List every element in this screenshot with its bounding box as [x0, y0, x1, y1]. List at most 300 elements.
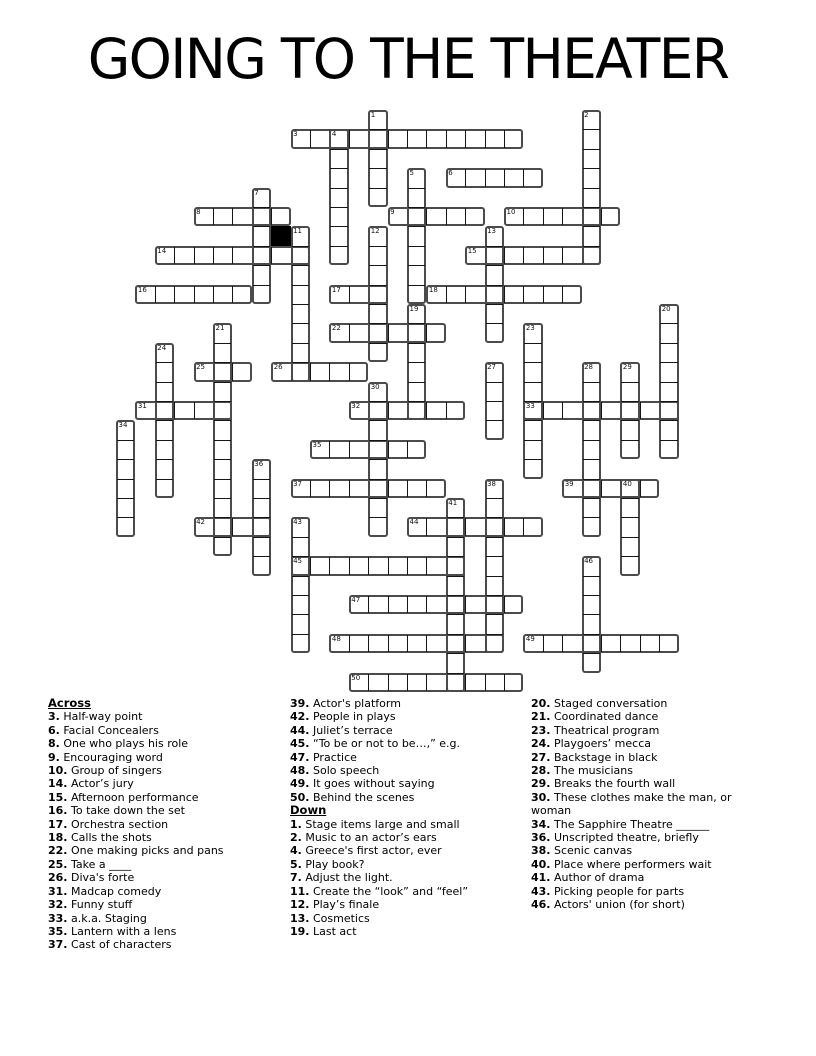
cell-number-31: 31: [137, 402, 147, 410]
cell-number-42: 42: [196, 518, 206, 527]
clue-down-46: 46. Actors' union (for short): [531, 898, 685, 912]
cell-number-19: 19: [409, 305, 419, 313]
cell-number-10: 10: [506, 208, 516, 216]
cell-separator: [117, 459, 134, 460]
crossword-word-5-down[interactable]: [407, 168, 426, 304]
crossword-word-28-down[interactable]: [582, 362, 601, 537]
cell-separator: [583, 246, 600, 247]
cell-separator: [349, 557, 350, 574]
crossword-word-11-down[interactable]: [291, 226, 310, 381]
crossword-word-3-across[interactable]: [291, 129, 524, 148]
cell-separator: [194, 247, 195, 264]
crossword-grid: [116, 110, 679, 692]
cell-separator: [213, 208, 214, 225]
cell-separator: [446, 130, 447, 147]
clue-across-25: 25. Take a ____: [48, 857, 132, 871]
cell-separator: [292, 595, 309, 596]
clue-across-26: 26. Diva's forte: [48, 871, 135, 885]
cell-number-6: 6: [448, 169, 453, 178]
crossword-word-45-across[interactable]: [291, 556, 466, 575]
clue-down-24: 24. Playgoers’ mecca: [531, 737, 651, 751]
clue-down-1: 1. Stage items large and small: [290, 817, 460, 831]
clue-down-34: 34. The Sapphire Theatre ______: [531, 817, 710, 831]
clue-across-22: 22. One making picks and pans: [48, 844, 224, 858]
crossword-word-41-down[interactable]: [446, 498, 465, 692]
crossword-word-8-across[interactable]: [194, 207, 291, 226]
cell-separator: [583, 129, 600, 130]
clue-across-50: 50. Behind the scenes: [290, 790, 415, 804]
clue-down-7: 7. Adjust the light.: [290, 871, 393, 885]
cell-separator: [174, 286, 175, 303]
clue-down-27: 27. Backstage in black: [531, 750, 658, 764]
cell-separator: [640, 480, 641, 497]
cell-separator: [504, 674, 505, 691]
cell-separator: [292, 537, 309, 538]
cell-separator: [583, 382, 600, 383]
crossword-word-43-down[interactable]: [291, 517, 310, 653]
clue-column-left: [48, 697, 293, 952]
page-title: GOING TO THE THEATER: [87, 27, 729, 91]
crossword-word-30-down[interactable]: [368, 382, 387, 537]
cell-separator: [292, 634, 309, 635]
cell-separator: [486, 537, 503, 538]
clue-down-4: 4. Greece's first actor, ever: [290, 844, 442, 858]
cell-separator: [426, 557, 427, 574]
cell-separator: [583, 420, 600, 421]
cell-separator: [543, 208, 544, 225]
crossword-word-22-across[interactable]: [329, 323, 445, 342]
crossword-word-13-down[interactable]: [485, 226, 504, 342]
clue-down-41: 41. Author of drama: [531, 871, 645, 885]
cell-separator: [408, 382, 425, 383]
clue-across-47: 47. Practice: [290, 750, 357, 764]
cell-number-5: 5: [409, 169, 414, 178]
cell-separator: [583, 595, 600, 596]
cell-separator: [174, 247, 175, 264]
cell-separator: [407, 596, 408, 613]
clue-down-2: 2. Music to an actor’s ears: [290, 831, 437, 845]
cell-separator: [621, 537, 638, 538]
cell-separator: [524, 420, 541, 421]
cell-separator: [292, 614, 309, 615]
cell-separator: [369, 401, 386, 402]
cell-separator: [426, 480, 427, 497]
cell-separator: [486, 556, 503, 557]
crossword-word-46-down[interactable]: [582, 556, 601, 672]
cell-number-37: 37: [293, 479, 303, 488]
cell-separator: [447, 556, 464, 557]
cell-number-29: 29: [622, 363, 632, 372]
cell-separator: [465, 674, 466, 691]
cell-separator: [583, 479, 600, 480]
cell-separator: [349, 635, 350, 652]
cell-separator: [562, 208, 563, 225]
cell-separator: [408, 343, 425, 344]
cell-separator: [329, 441, 330, 458]
cell-separator: [486, 382, 503, 383]
cell-separator: [310, 130, 311, 147]
crossword-word-24-down[interactable]: [155, 343, 174, 498]
clue-down-19: 19. Last act: [290, 924, 357, 938]
cell-separator: [117, 440, 134, 441]
cell-separator: [465, 208, 466, 225]
cell-separator: [621, 382, 638, 383]
cell-separator: [504, 130, 505, 147]
cell-separator: [562, 635, 563, 652]
cell-separator: [214, 382, 231, 383]
cell-separator: [369, 246, 386, 247]
clue-across-16: 16. To take down the set: [48, 804, 185, 818]
cell-number-17: 17: [331, 285, 341, 294]
cell-separator: [156, 440, 173, 441]
cell-separator: [426, 596, 427, 613]
cell-separator: [156, 459, 173, 460]
clue-across-45: 45. “To be or not to be…,” e.g.: [290, 737, 461, 751]
crossword-word-21-down[interactable]: [213, 323, 232, 556]
crossword-word-18-across[interactable]: [426, 285, 581, 304]
clue-across-42: 42. People in plays: [290, 710, 396, 724]
cell-separator: [232, 208, 233, 225]
cell-separator: [214, 401, 231, 402]
cell-separator: [486, 498, 503, 499]
cell-separator: [349, 480, 350, 497]
cell-separator: [447, 673, 464, 674]
cell-number-46: 46: [584, 557, 594, 566]
clue-down-11: 11. Create the “look” and “feel”: [290, 884, 469, 898]
cell-separator: [523, 208, 524, 225]
cell-number-21: 21: [215, 324, 225, 333]
cell-separator: [407, 130, 408, 147]
clue-down-36: 36. Unscripted theatre, briefly: [531, 831, 699, 845]
cell-separator: [524, 362, 541, 363]
cell-separator: [369, 188, 386, 189]
cell-separator: [583, 517, 600, 518]
across-header: Across: [48, 696, 91, 710]
cell-separator: [447, 576, 464, 577]
cell-separator: [368, 674, 369, 691]
cell-separator: [271, 208, 272, 225]
cell-number-40: 40: [622, 479, 632, 488]
cell-number-48: 48: [331, 634, 341, 643]
cell-number-4: 4: [331, 130, 337, 139]
cell-separator: [310, 363, 311, 380]
cell-separator: [329, 557, 330, 574]
cell-separator: [504, 596, 505, 613]
cell-separator: [621, 420, 638, 421]
cell-separator: [465, 518, 466, 535]
crossword-word-34-down[interactable]: [116, 420, 135, 536]
crossword-word-19-down[interactable]: [407, 304, 426, 420]
cell-separator: [117, 498, 134, 499]
cell-number-44: 44: [409, 518, 419, 527]
cell-separator: [465, 169, 466, 186]
cell-separator: [330, 149, 347, 150]
cell-number-35: 35: [312, 440, 322, 449]
clue-down-13: 13. Cosmetics: [290, 911, 370, 925]
cell-separator: [388, 324, 389, 341]
cell-separator: [253, 479, 270, 480]
cell-number-49: 49: [525, 634, 535, 643]
crossword-word-50-across[interactable]: [349, 673, 524, 692]
cell-separator: [543, 635, 544, 652]
clue-across-37: 37. Cast of characters: [48, 938, 172, 952]
cell-separator: [253, 537, 270, 538]
crossword-word-2-down[interactable]: [582, 110, 601, 265]
cell-separator: [310, 557, 311, 574]
cell-separator: [486, 420, 503, 421]
cell-separator: [408, 246, 425, 247]
cell-separator: [330, 188, 347, 189]
cell-separator: [407, 674, 408, 691]
cell-separator: [369, 129, 386, 130]
clue-across-32: 32. Funny stuff: [48, 898, 133, 912]
cell-separator: [408, 323, 425, 324]
cell-number-41: 41: [448, 499, 458, 507]
cell-separator: [601, 402, 602, 419]
cell-separator: [310, 480, 311, 497]
crossword-word-16-across[interactable]: [135, 285, 251, 304]
cell-separator: [447, 653, 464, 654]
clue-across-35: 35. Lantern with a lens: [48, 924, 177, 938]
cell-separator: [486, 634, 503, 635]
cell-separator: [523, 518, 524, 535]
cell-separator: [447, 595, 464, 596]
crossword-word-7-down[interactable]: [252, 188, 271, 304]
cell-separator: [292, 343, 309, 344]
cell-separator: [330, 207, 347, 208]
clue-across-6: 6. Facial Concealers: [48, 723, 159, 737]
cell-separator: [253, 246, 270, 247]
clue-down-5: 5. Play book?: [290, 857, 365, 871]
cell-number-15: 15: [467, 246, 477, 255]
cell-separator: [465, 130, 466, 147]
cell-separator: [330, 168, 347, 169]
down-header: Down: [290, 803, 327, 818]
crossword-word-12-down[interactable]: [368, 226, 387, 362]
cell-separator: [583, 188, 600, 189]
cell-number-32: 32: [351, 402, 361, 410]
clue-across-31: 31. Madcap comedy: [48, 884, 162, 898]
cell-separator: [369, 323, 386, 324]
cell-separator: [408, 362, 425, 363]
cell-separator: [486, 323, 503, 324]
crossword-word-10-across[interactable]: [504, 207, 620, 226]
cell-separator: [426, 130, 427, 147]
cell-separator: [426, 402, 427, 419]
cell-separator: [524, 459, 541, 460]
clue-across-44: 44. Juliet’s terrace: [290, 723, 393, 737]
cell-separator: [583, 634, 600, 635]
cell-separator: [368, 557, 369, 574]
crossword-word-9-across[interactable]: [388, 207, 485, 226]
cell-separator: [660, 343, 677, 344]
cell-separator: [292, 265, 309, 266]
clue-across-48: 48. Solo speech: [290, 764, 380, 778]
crossword-word-23-down[interactable]: [523, 323, 542, 478]
cell-separator: [369, 304, 386, 305]
cell-separator: [232, 518, 233, 535]
cell-number-22: 22: [331, 324, 341, 333]
cell-separator: [214, 517, 231, 518]
cell-separator: [388, 441, 389, 458]
cell-separator: [621, 440, 638, 441]
crossword-word-33-across[interactable]: [523, 401, 678, 420]
cell-separator: [583, 576, 600, 577]
cell-separator: [583, 440, 600, 441]
cell-separator: [214, 459, 231, 460]
cell-separator: [486, 265, 503, 266]
cell-separator: [486, 401, 503, 402]
cell-separator: [485, 169, 486, 186]
clue-down-30: 30. These clothes make the man, or woman: [531, 790, 732, 818]
cell-number-50: 50: [351, 673, 361, 682]
cell-separator: [388, 596, 389, 613]
cell-separator: [620, 635, 621, 652]
clue-across-8: 8. One who plays his role: [48, 737, 189, 751]
cell-separator: [408, 188, 425, 189]
clue-across-9: 9. Encouraging word: [48, 750, 163, 764]
cell-separator: [601, 480, 602, 497]
crossword-word-40-down[interactable]: [620, 479, 639, 576]
cell-separator: [465, 635, 466, 652]
crossword-word-49-across[interactable]: [523, 634, 678, 653]
cell-separator: [156, 382, 173, 383]
cell-number-11: 11: [293, 227, 303, 236]
cell-number-12: 12: [370, 227, 380, 236]
cell-separator: [426, 208, 427, 225]
cell-separator: [524, 343, 541, 344]
cell-separator: [446, 286, 447, 303]
cell-separator: [465, 286, 466, 303]
clue-across-17: 17. Orchestra section: [48, 817, 169, 831]
cell-separator: [292, 304, 309, 305]
cell-separator: [583, 226, 600, 227]
cell-separator: [583, 498, 600, 499]
cell-separator: [447, 634, 464, 635]
clue-across-49: 49. It goes without saying: [290, 777, 435, 791]
cell-number-24: 24: [157, 343, 167, 352]
cell-separator: [486, 614, 503, 615]
cell-separator: [349, 324, 350, 341]
clue-across-3: 3. Half-way point: [48, 710, 143, 724]
crossword-word-39-across[interactable]: [562, 479, 659, 498]
cell-separator: [292, 323, 309, 324]
cell-separator: [117, 517, 134, 518]
cell-separator: [388, 480, 389, 497]
cell-separator: [388, 130, 389, 147]
cell-separator: [660, 362, 677, 363]
cell-separator: [447, 517, 464, 518]
cell-separator: [447, 614, 464, 615]
cell-separator: [486, 595, 503, 596]
cell-separator: [369, 285, 386, 286]
crossword-word-1-down[interactable]: [368, 110, 387, 207]
crossword-word-38-down[interactable]: [485, 479, 504, 654]
cell-separator: [583, 207, 600, 208]
crossword-word-27-down[interactable]: [485, 362, 504, 440]
cell-number-38: 38: [487, 479, 497, 488]
cell-separator: [504, 169, 505, 186]
cell-separator: [523, 286, 524, 303]
cell-separator: [543, 247, 544, 264]
cell-number-39: 39: [564, 479, 574, 488]
cell-separator: [213, 286, 214, 303]
crossword-word-29-down[interactable]: [620, 362, 639, 459]
cell-separator: [253, 285, 270, 286]
cell-separator: [232, 286, 233, 303]
cell-separator: [194, 286, 195, 303]
cell-separator: [446, 402, 447, 419]
cell-separator: [601, 635, 602, 652]
crossword-word-48-across[interactable]: [329, 634, 504, 653]
cell-separator: [253, 226, 270, 227]
cell-separator: [583, 168, 600, 169]
cell-separator: [601, 208, 602, 225]
clue-across-39: 39. Actor's platform: [290, 697, 401, 710]
cell-number-8: 8: [196, 208, 201, 216]
cell-separator: [426, 674, 427, 691]
cell-separator: [426, 324, 427, 341]
crossword-word-44-across[interactable]: [407, 517, 543, 536]
cell-separator: [329, 480, 330, 497]
cell-separator: [504, 247, 505, 264]
cell-separator: [369, 149, 386, 150]
cell-separator: [388, 674, 389, 691]
cell-separator: [330, 246, 347, 247]
clue-down-29: 29. Breaks the fourth wall: [531, 777, 676, 791]
cell-number-45: 45: [293, 557, 303, 566]
clue-down-20: 20. Staged conversation: [531, 697, 668, 710]
cell-separator: [407, 480, 408, 497]
cell-separator: [426, 518, 427, 535]
cell-separator: [408, 265, 425, 266]
cell-separator: [543, 402, 544, 419]
cell-number-9: 9: [390, 208, 395, 216]
crossword-word-36-down[interactable]: [252, 459, 271, 575]
cell-number-18: 18: [428, 285, 438, 294]
cell-separator: [330, 226, 347, 227]
crossword-word-26-across[interactable]: [271, 362, 368, 381]
clue-down-40: 40. Place where performers wait: [531, 857, 712, 871]
crossword-word-20-down[interactable]: [659, 304, 678, 459]
cell-separator: [621, 401, 638, 402]
cell-separator: [214, 498, 231, 499]
cell-separator: [408, 285, 425, 286]
cell-separator: [292, 362, 309, 363]
cell-separator: [214, 343, 231, 344]
clue-across-14: 14. Actor’s jury: [48, 777, 134, 791]
cell-separator: [253, 498, 270, 499]
cell-separator: [543, 286, 544, 303]
cell-number-33: 33: [525, 402, 535, 410]
cell-number-13: 13: [487, 227, 497, 236]
cell-separator: [621, 498, 638, 499]
cell-separator: [485, 130, 486, 147]
cell-separator: [292, 285, 309, 286]
cell-number-20: 20: [661, 305, 671, 313]
cell-separator: [253, 207, 270, 208]
crossword-word-6-across[interactable]: [446, 168, 543, 187]
crossword-word-4-down[interactable]: [329, 129, 348, 265]
cell-separator: [660, 420, 677, 421]
cell-separator: [562, 247, 563, 264]
cell-separator: [349, 286, 350, 303]
clue-across-18: 18. Calls the shots: [48, 831, 152, 845]
cell-number-34: 34: [118, 421, 128, 430]
cell-number-2: 2: [584, 111, 589, 119]
crossword-word-14-across[interactable]: [155, 246, 310, 265]
cell-separator: [583, 614, 600, 615]
